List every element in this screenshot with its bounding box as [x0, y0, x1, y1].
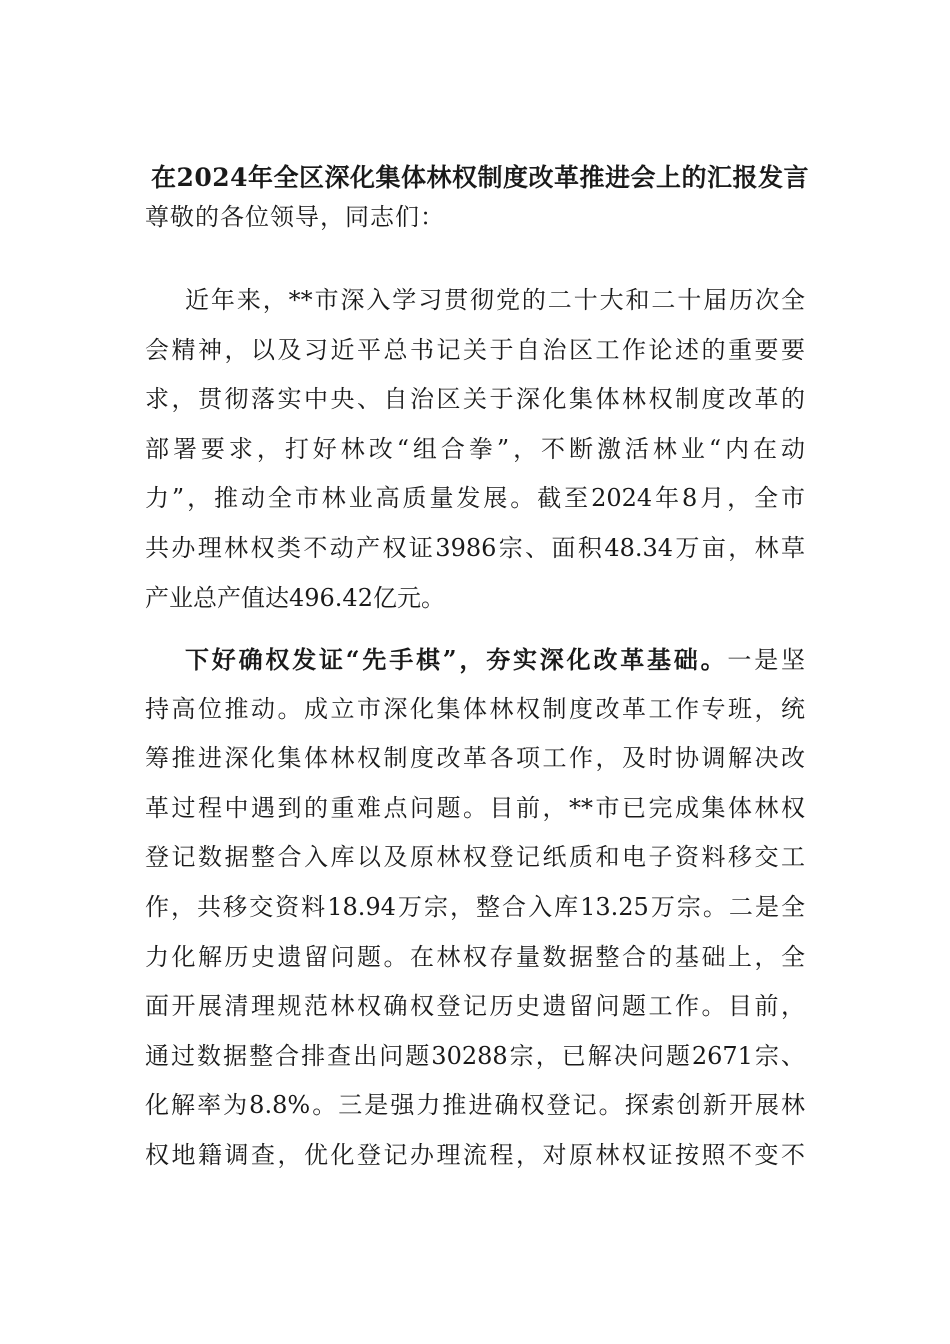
- paragraph-line: 通过数据整合排查出问题30288宗，已解决问题2671宗、: [145, 1041, 805, 1070]
- salutation: 尊敬的各位领导，同志们：: [145, 203, 445, 231]
- section-heading: 下好确权发证“先手棋”，夯实深化改革基础。: [185, 645, 728, 674]
- paragraph-line: 部署要求，打好林改“组合拳”，不断激活林业“内在动: [145, 434, 805, 463]
- paragraph-line: 面开展清理规范林权确权登记历史遗留问题工作。目前，: [145, 992, 805, 1021]
- paragraph-line: 共办理林权类不动产权证3986宗、面积48.34万亩，林草: [145, 533, 805, 562]
- paragraph-line: 力”，推动全市林业高质量发展。截至2024年8月，全市: [145, 484, 805, 513]
- paragraph-section-1: [145, 635, 805, 1181]
- paragraph-intro: [145, 276, 805, 623]
- paragraph-line: 产业总产值达496.42亿元。: [145, 583, 445, 612]
- paragraph-line: 权地籍调查，优化登记办理流程，对原林权证按照不变不: [145, 1140, 805, 1169]
- paragraph-line-continuation: 一是坚: [727, 646, 806, 674]
- paragraph-line: 会精神，以及习近平总书记关于自治区工作论述的重要要: [145, 335, 805, 364]
- document-title: 在2024年全区深化集体林权制度改革推进会上的汇报发言: [150, 163, 810, 192]
- paragraph-first-line: [145, 635, 805, 685]
- paragraph-line: 登记数据整合入库以及原林权登记纸质和电子资料移交工: [145, 843, 805, 872]
- paragraph-line: 筹推进深化集体林权制度改革各项工作，及时协调解决改: [145, 744, 805, 773]
- paragraph-line: 革过程中遇到的重难点问题。目前，**市已完成集体林权: [145, 793, 805, 822]
- paragraph-line: 化解率为8.8%。三是强力推进确权登记。探索创新开展林: [145, 1091, 805, 1120]
- paragraph-line: 近年来，**市深入学习贯彻党的二十大和二十届历次全: [185, 286, 805, 314]
- paragraph-line: 作，共移交资料18.94万宗，整合入库13.25万宗。二是全: [145, 892, 805, 921]
- paragraph-line: 力化解历史遗留问题。在林权存量数据整合的基础上，全: [145, 942, 805, 971]
- paragraph-line: 求，贯彻落实中央、自治区关于深化集体林权制度改革的: [145, 385, 805, 414]
- paragraph-line: 持高位推动。成立市深化集体林权制度改革工作专班，统: [145, 694, 805, 723]
